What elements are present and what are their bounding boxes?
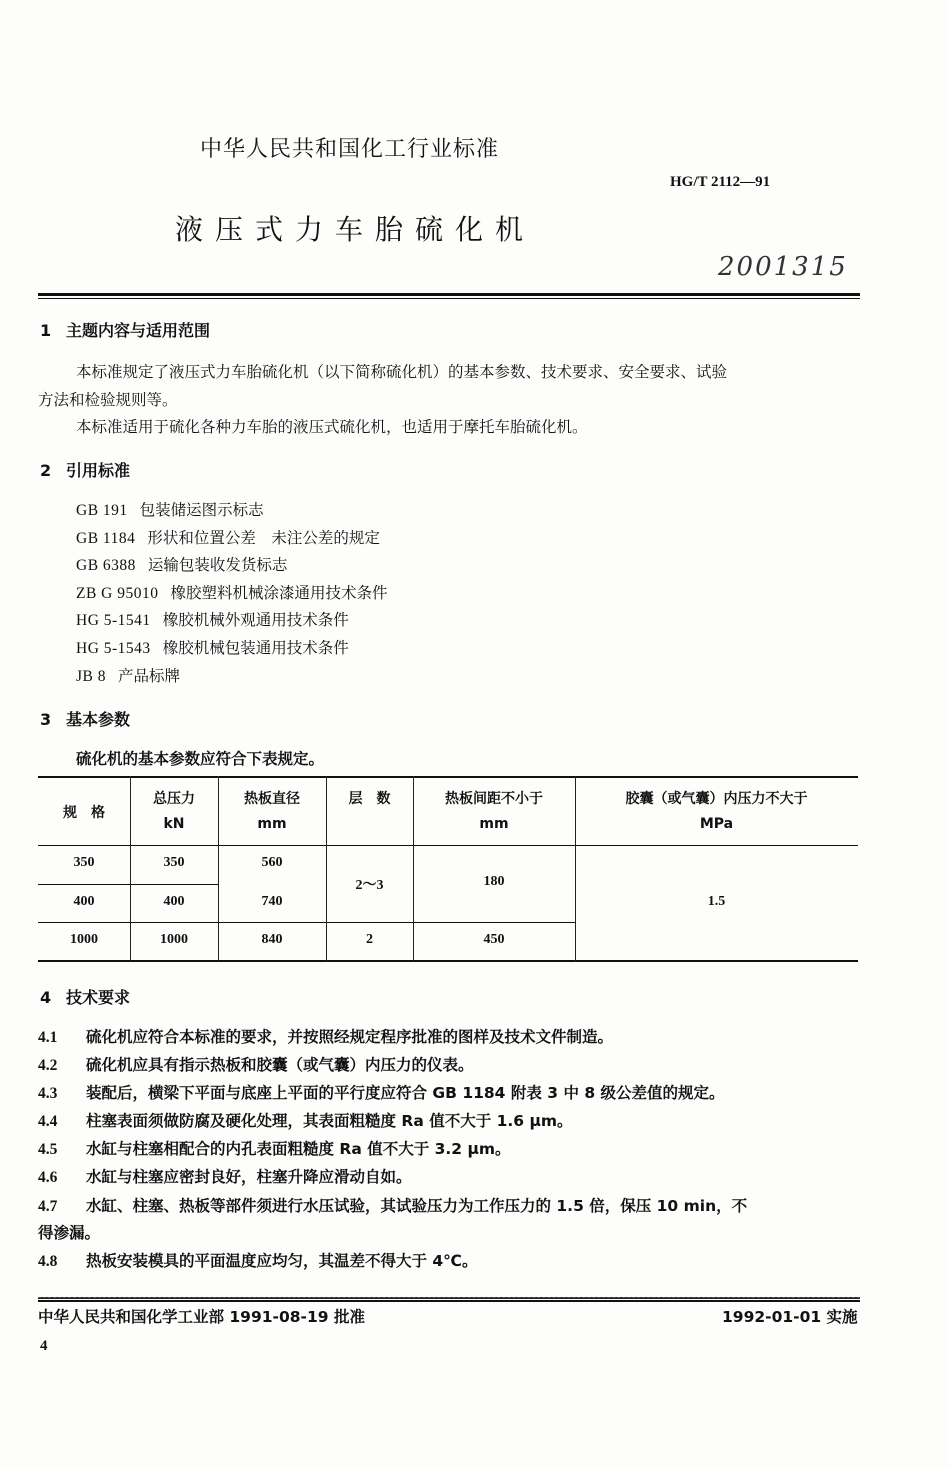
header-force-unit: kN bbox=[163, 816, 185, 832]
reference-code: GB 6388 bbox=[76, 557, 136, 574]
reference-title: 包装储运图示标志 bbox=[139, 501, 264, 519]
section-1-paragraph-1-cont: 方法和检验规则等。 bbox=[38, 391, 178, 409]
reference-code: HG 5-1541 bbox=[76, 612, 151, 629]
cell-gap-merged: 180 bbox=[483, 874, 505, 889]
table-row-rule bbox=[38, 884, 218, 885]
cell-platen: 740 bbox=[261, 894, 283, 909]
section-1-paragraph-2: 本标准适用于硫化各种力车胎的液压式硫化机，也适用于摩托车胎硫化机。 bbox=[76, 418, 588, 436]
table-intro: 硫化机的基本参数应符合下表规定。 bbox=[76, 750, 325, 768]
table-header-rule bbox=[38, 845, 858, 846]
requirement-number: 4.5 bbox=[38, 1141, 58, 1158]
section-number: 3 bbox=[40, 710, 52, 729]
reference-item bbox=[76, 553, 287, 575]
standard-code: HG/T 2112—91 bbox=[670, 174, 771, 190]
footer-rule bbox=[38, 1300, 860, 1302]
footer-rule-dashed bbox=[38, 1297, 860, 1299]
requirement-number: 4.8 bbox=[38, 1253, 58, 1270]
document-title: 液压式力车胎硫化机 bbox=[175, 213, 536, 246]
requirement-item bbox=[38, 1109, 573, 1131]
cell-platen: 840 bbox=[261, 932, 283, 947]
requirement-text: 热板安装模具的平面温度应均匀，其温差不得大于 4℃。 bbox=[86, 1252, 478, 1270]
approval-statement: 中华人民共和国化学工业部 1991-08-19 批准 bbox=[38, 1308, 365, 1326]
reference-title: 产品标牌 bbox=[118, 667, 181, 685]
header-spec: 规 格 bbox=[63, 805, 105, 821]
cell-pressure-merged: 1.5 bbox=[707, 894, 726, 909]
reference-item bbox=[76, 581, 388, 603]
section-4-heading bbox=[40, 985, 130, 1008]
header-pressure-unit: MPa bbox=[699, 816, 734, 832]
requirement-item bbox=[38, 1053, 474, 1075]
page-number: 4 bbox=[40, 1338, 48, 1354]
requirement-number: 4.6 bbox=[38, 1169, 58, 1186]
table-bottom-rule bbox=[38, 960, 858, 962]
effective-date: 1992-01-01 实施 bbox=[722, 1308, 858, 1326]
reference-item bbox=[76, 636, 349, 658]
cell-force: 400 bbox=[163, 894, 185, 909]
requirement-text: 硫化机应具有指示热板和胶囊（或气囊）内压力的仪表。 bbox=[86, 1056, 474, 1074]
requirement-number: 4.1 bbox=[38, 1029, 58, 1046]
handwritten-note: 2001315 bbox=[718, 252, 848, 282]
reference-title: 橡胶机械包装通用技术条件 bbox=[162, 639, 349, 657]
reference-title: 橡胶塑料机械涂漆通用技术条件 bbox=[170, 584, 388, 602]
requirement-item bbox=[38, 1025, 613, 1047]
requirement-number: 4.7 bbox=[38, 1198, 58, 1215]
cell-layers: 2 bbox=[366, 932, 373, 947]
section-title: 引用标准 bbox=[66, 461, 131, 480]
requirement-item bbox=[38, 1081, 725, 1103]
requirement-item bbox=[38, 1165, 412, 1187]
reference-title: 橡胶机械外观通用技术条件 bbox=[162, 611, 349, 629]
section-title: 技术要求 bbox=[66, 988, 131, 1007]
requirement-text: 水缸与柱塞相配合的内孔表面粗糙度 Ra 值不大于 3.2 μm。 bbox=[86, 1140, 511, 1158]
requirement-text: 水缸与柱塞应密封良好，柱塞升降应滑动自如。 bbox=[86, 1168, 412, 1186]
header-platen-unit: mm bbox=[257, 816, 287, 832]
requirement-text: 水缸、柱塞、热板等部件须进行水压试验，其试验压力为工作压力的 1.5 倍，保压 10 min，不 bbox=[86, 1197, 748, 1215]
reference-item bbox=[76, 664, 180, 686]
reference-code: JB 8 bbox=[76, 668, 106, 685]
requirement-item bbox=[38, 1137, 511, 1159]
reference-code: GB 1184 bbox=[76, 530, 136, 547]
requirement-text: 装配后，横梁下平面与底座上平面的平行度应符合 GB 1184 附表 3 中 8 级公差值的规定。 bbox=[86, 1084, 725, 1102]
header-force: 总压力 bbox=[153, 791, 195, 807]
requirement-number: 4.4 bbox=[38, 1113, 58, 1130]
section-title: 主题内容与适用范围 bbox=[66, 321, 211, 340]
header-rule-thin bbox=[38, 298, 860, 299]
header-platen: 热板直径 bbox=[244, 791, 300, 807]
requirement-item-cont: 得渗漏。 bbox=[38, 1224, 101, 1242]
reference-code: HG 5-1543 bbox=[76, 640, 151, 657]
header-layers: 层 数 bbox=[348, 791, 391, 807]
reference-title: 形状和位置公差 未注公差的规定 bbox=[147, 529, 380, 547]
requirement-number: 4.2 bbox=[38, 1057, 58, 1074]
cell-spec: 400 bbox=[73, 894, 95, 909]
section-number: 1 bbox=[40, 321, 52, 340]
cell-force: 350 bbox=[163, 855, 185, 870]
cell-spec: 350 bbox=[73, 855, 95, 870]
requirement-text: 硫化机应符合本标准的要求，并按照经规定程序批准的图样及技术文件制造。 bbox=[86, 1028, 614, 1046]
cell-gap: 450 bbox=[483, 932, 505, 947]
cell-spec: 1000 bbox=[70, 932, 98, 947]
issuing-organization: 中华人民共和国化工行业标准 bbox=[200, 137, 500, 162]
cell-force: 1000 bbox=[160, 932, 188, 947]
section-title: 基本参数 bbox=[66, 710, 131, 729]
section-number: 4 bbox=[40, 988, 52, 1007]
header-pressure: 胶囊（或气囊）内压力不大于 bbox=[625, 791, 808, 807]
section-1-heading bbox=[40, 318, 210, 341]
requirement-text: 柱塞表面须做防腐及硬化处理，其表面粗糙度 Ra 值不大于 1.6 μm。 bbox=[86, 1112, 573, 1130]
reference-title: 运输包装收发货标志 bbox=[147, 556, 288, 574]
table-top-rule bbox=[38, 776, 858, 778]
reference-item bbox=[76, 608, 349, 630]
section-number: 2 bbox=[40, 461, 52, 480]
requirement-number: 4.3 bbox=[38, 1085, 58, 1102]
table-row-rule bbox=[38, 922, 575, 923]
section-1-paragraph-1: 本标准规定了液压式力车胎硫化机（以下简称硫化机）的基本参数、技术要求、安全要求、试验 bbox=[76, 363, 728, 381]
section-3-heading bbox=[40, 707, 130, 730]
requirement-item bbox=[38, 1249, 477, 1271]
header-gap: 热板间距不小于 bbox=[445, 791, 543, 807]
reference-item bbox=[76, 498, 264, 520]
header-rule bbox=[38, 293, 860, 296]
cell-platen: 560 bbox=[261, 855, 283, 870]
section-2-heading bbox=[40, 458, 130, 481]
requirement-item bbox=[38, 1194, 747, 1216]
header-gap-unit: mm bbox=[479, 816, 509, 832]
reference-code: GB 191 bbox=[76, 502, 128, 519]
basic-parameters-table bbox=[38, 776, 858, 962]
reference-item bbox=[76, 526, 380, 548]
reference-code: ZB G 95010 bbox=[76, 585, 159, 602]
cell-layers-merged: 2～3 bbox=[355, 878, 384, 893]
